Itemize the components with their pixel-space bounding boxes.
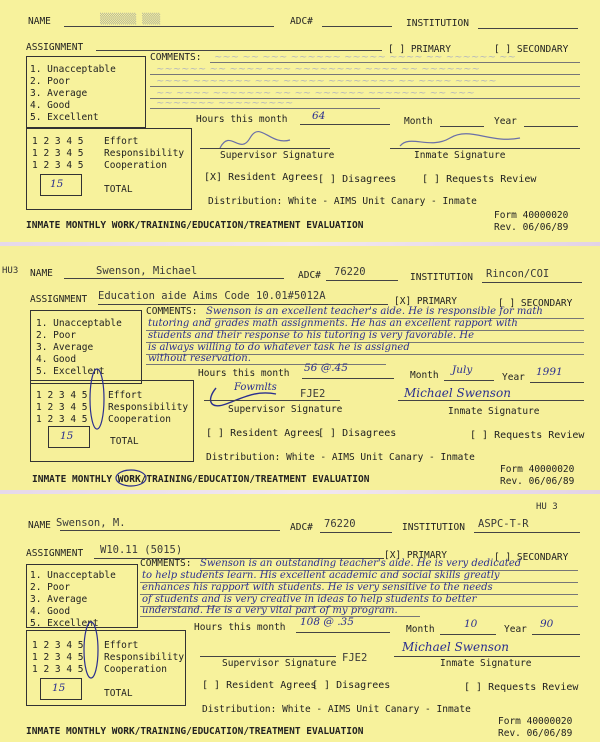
resident-agrees-checkbox[interactable]: [ ] Resident Agrees <box>202 680 317 691</box>
comment-line-3: students and their response to his tutoring is very favorable. He <box>148 330 475 341</box>
evaluation-form-1: NAME ▒▒▒▒▒▒ ▒▒▒ ADC# INSTITUTION ASSIGNMENT [ ] PRIMARY [ ] SECONDARY 1. Unacceptable 2. Poor 3. Average 4. Good 5. Excellent COMMENTS: ~~~ ~~ ~~~ ~~~~~~ ~~~~~ ~~~~ ~~ ~~~~~~ ~~ ~~~~~~ ~~ ~~~~ ~~~ ~~~~~~~~ ~~~~ ~~ ~~~~~~~ ~~~~ ~~~~~~~ ~~~ ~~~~~ ~~~~~~~~ ~~ ~~~~ ~~~~~ ~~ ~~~~ ~~~~~~~ ~~ ~~ ~~~~~~ ~~~~~~~ ~~ ~~~ ~~~~~~~ ~~~~~~~~~ Hours this month 64 Month Year 1 2 3 4 5 Effort 1 2 3 4 5 Responsibility 1 2 3 4 5 Cooperation 15 TOTAL Supervisor Signature Inmate Signature [X] Resident Agrees [ ] Disagrees [ ] Requests Review Distribution: White - AIMS Unit Canary - Inmate Form 40000020 INMATE MONTHLY WORK/TRAINING/EDUCATION/TREATMENT EVALUATION Rev. 06/06/89 <box>0 0 600 242</box>
comment-line-4: of students and is very creative in ideas to help students to better <box>142 594 477 605</box>
work-circle <box>114 468 148 488</box>
hours-value: 108 @ .35 <box>300 616 354 628</box>
disagrees-checkbox[interactable]: [ ] Disagrees <box>318 174 397 185</box>
secondary-checkbox[interactable]: [ ] SECONDARY <box>494 44 569 55</box>
supervisor-code: FJE2 <box>342 652 368 664</box>
institution-label: INSTITUTION <box>406 18 469 29</box>
total-value: 15 <box>52 682 66 694</box>
month-value: 10 <box>464 618 478 630</box>
hours-value: 56 @.45 <box>304 362 348 374</box>
comment-line-2: tutoring and grades math assignments. He has an excellent rapport with <box>148 318 518 329</box>
requests-review-checkbox[interactable]: [ ] Requests Review <box>422 174 537 185</box>
name-label: NAME <box>28 16 51 27</box>
evaluation-form-2: HU3 NAME Swenson, Michael ADC# 76220 INSTITUTION Rincon/COI ASSIGNMENT Education aide Aims Code 10.01#5012A [X] PRIMARY [ ] SECONDARY 1. Unacceptable 2. Poor 3. Average 4. Good 5. Excellent COMMENTS: Swenson is an excellent teacher's aide. He is responsible for math tutoring and grades math assignments. He has an excellent rapport with students and their response to his tutoring is very favorable. He is always willing to do whatever task he is assigned without reservation. Hours this month 56 @.45 Month July Year 1991 1 2 3 4 5 Effort 1 2 3 4 5 Responsibility 1 2 3 4 5 Cooperation 15 TOTAL Fowmlts FJE2 Michael Swenson Supervisor Signature Inmate Signature [ ] Resident Agrees [ ] Disagrees [ ] Requests Review Distribution: White - AIMS Unit Canary - Inmate Form 40000020 INMATE MONTHLY WORK/TRAINING/EDUCATION/TREATMENT EVALUATION Rev. 06/06/89 <box>0 246 600 490</box>
adc-value: 76220 <box>324 518 356 530</box>
resident-agrees-checkbox[interactable]: [ ] Resident Agrees <box>206 428 321 439</box>
secondary-checkbox[interactable]: [ ] SECONDARY <box>494 552 569 563</box>
comment-line-2: to help students learn. His excellent academic and social skills greatly <box>142 570 500 581</box>
comments-label: COMMENTS: <box>150 52 202 63</box>
hours-value: 64 <box>312 110 326 122</box>
rating-5-circle <box>78 618 104 682</box>
comment-line-3: enhances his rapport with students. He is very sensitive to the needs <box>142 582 493 593</box>
assignment-label: ASSIGNMENT <box>26 42 84 53</box>
requests-review-checkbox[interactable]: [ ] Requests Review <box>464 682 579 693</box>
form-number: Form 40000020 <box>494 210 569 221</box>
housing-unit-tag: HU3 <box>2 266 19 276</box>
inmate-signature-value: Michael Swenson <box>402 640 509 654</box>
requests-review-checkbox[interactable]: [ ] Requests Review <box>470 430 585 441</box>
comment-line-1: Swenson is an excellent teacher's aide. He is responsible for math <box>206 306 543 317</box>
institution-value: Rincon/COI <box>486 268 550 280</box>
hours-label: Hours this month <box>196 114 288 125</box>
form-revision: Rev. 06/06/89 <box>494 222 569 233</box>
primary-checkbox[interactable]: [ ] PRIMARY <box>388 44 451 55</box>
month-label: Month <box>404 116 433 127</box>
comment-line-5: understand. He is a very vital part of my program. <box>142 605 398 616</box>
institution-value: ASPC-T-R <box>478 518 529 530</box>
supervisor-signature-label: Supervisor Signature <box>220 150 335 161</box>
year-value: 1991 <box>536 366 563 378</box>
adc-value: 76220 <box>334 266 366 278</box>
primary-checkbox[interactable]: [X] PRIMARY <box>394 296 457 307</box>
inmate-signature-label: Inmate Signature <box>414 150 506 161</box>
assignment-value: Education aide Aims Code 10.01#5012A <box>98 290 326 302</box>
year-value: 90 <box>540 618 554 630</box>
primary-checkbox[interactable]: [X] PRIMARY <box>384 550 447 561</box>
month-value: July <box>452 364 473 376</box>
resident-agrees-checkbox[interactable]: [X] Resident Agrees <box>204 172 319 183</box>
form-title: INMATE MONTHLY WORK/TRAINING/EDUCATION/TREATMENT EVALUATION <box>26 220 364 231</box>
comment-line-1: Swenson is an outstanding teacher's aide. He is very dedicated <box>200 558 522 569</box>
total-value: 15 <box>50 178 64 190</box>
rating-5-circle <box>84 366 110 432</box>
year-label: Year <box>494 116 517 127</box>
comment-line-4: is always willing to do whatever task he is assigned <box>148 342 410 353</box>
disagrees-checkbox[interactable]: [ ] Disagrees <box>312 680 391 691</box>
housing-unit-tag: HU 3 <box>536 502 558 512</box>
supervisor-code: FJE2 <box>300 388 326 400</box>
evaluation-form-3: HU 3 NAME Swenson, M. ADC# 76220 INSTITUTION ASPC-T-R ASSIGNMENT W10.11 (5015) [X] PRIMARY [ ] SECONDARY 1. Unacceptable 2. Poor 3. Average 4. Good 5. Excellent COMMENTS: Swenson is an outstanding teacher's aide. He is very dedicated to help students learn. His excellent academic and social skills greatly enhances his rapport with students. He is very sensitive to the needs of students and is very creative in ideas to help students to better understand. He is a very vital part of my program. Hours this month 108 @ .35 Month 10 Year 90 1 2 3 4 5 Effort 1 2 3 4 5 Responsibility 1 2 3 4 5 Cooperation 15 TOTAL FJE2 Michael Swenson Supervisor Signature Inmate Signature [ ] Resident Agrees [ ] Disagrees [ ] Requests Review Distribution: White - AIMS Unit Canary - Inmate Form 40000020 INMATE MONTHLY WORK/TRAINING/EDUCATION/TREATMENT EVALUATION Rev. 06/06/89 <box>0 494 600 742</box>
secondary-checkbox[interactable]: [ ] SECONDARY <box>498 298 573 309</box>
distribution-text: Distribution: White - AIMS Unit Canary - Inmate <box>208 196 477 207</box>
comment-line-5: without reservation. <box>148 353 251 364</box>
name-value: Swenson, M. <box>56 517 126 529</box>
disagrees-checkbox[interactable]: [ ] Disagrees <box>318 428 397 439</box>
name-value: Swenson, Michael <box>96 265 198 277</box>
adc-label: ADC# <box>290 16 313 27</box>
total-value: 15 <box>60 430 74 442</box>
inmate-signature-value: Michael Swenson <box>404 386 511 400</box>
assignment-value: W10.11 (5015) <box>100 544 183 556</box>
supervisor-signature-text: Fowmlts <box>234 382 277 393</box>
